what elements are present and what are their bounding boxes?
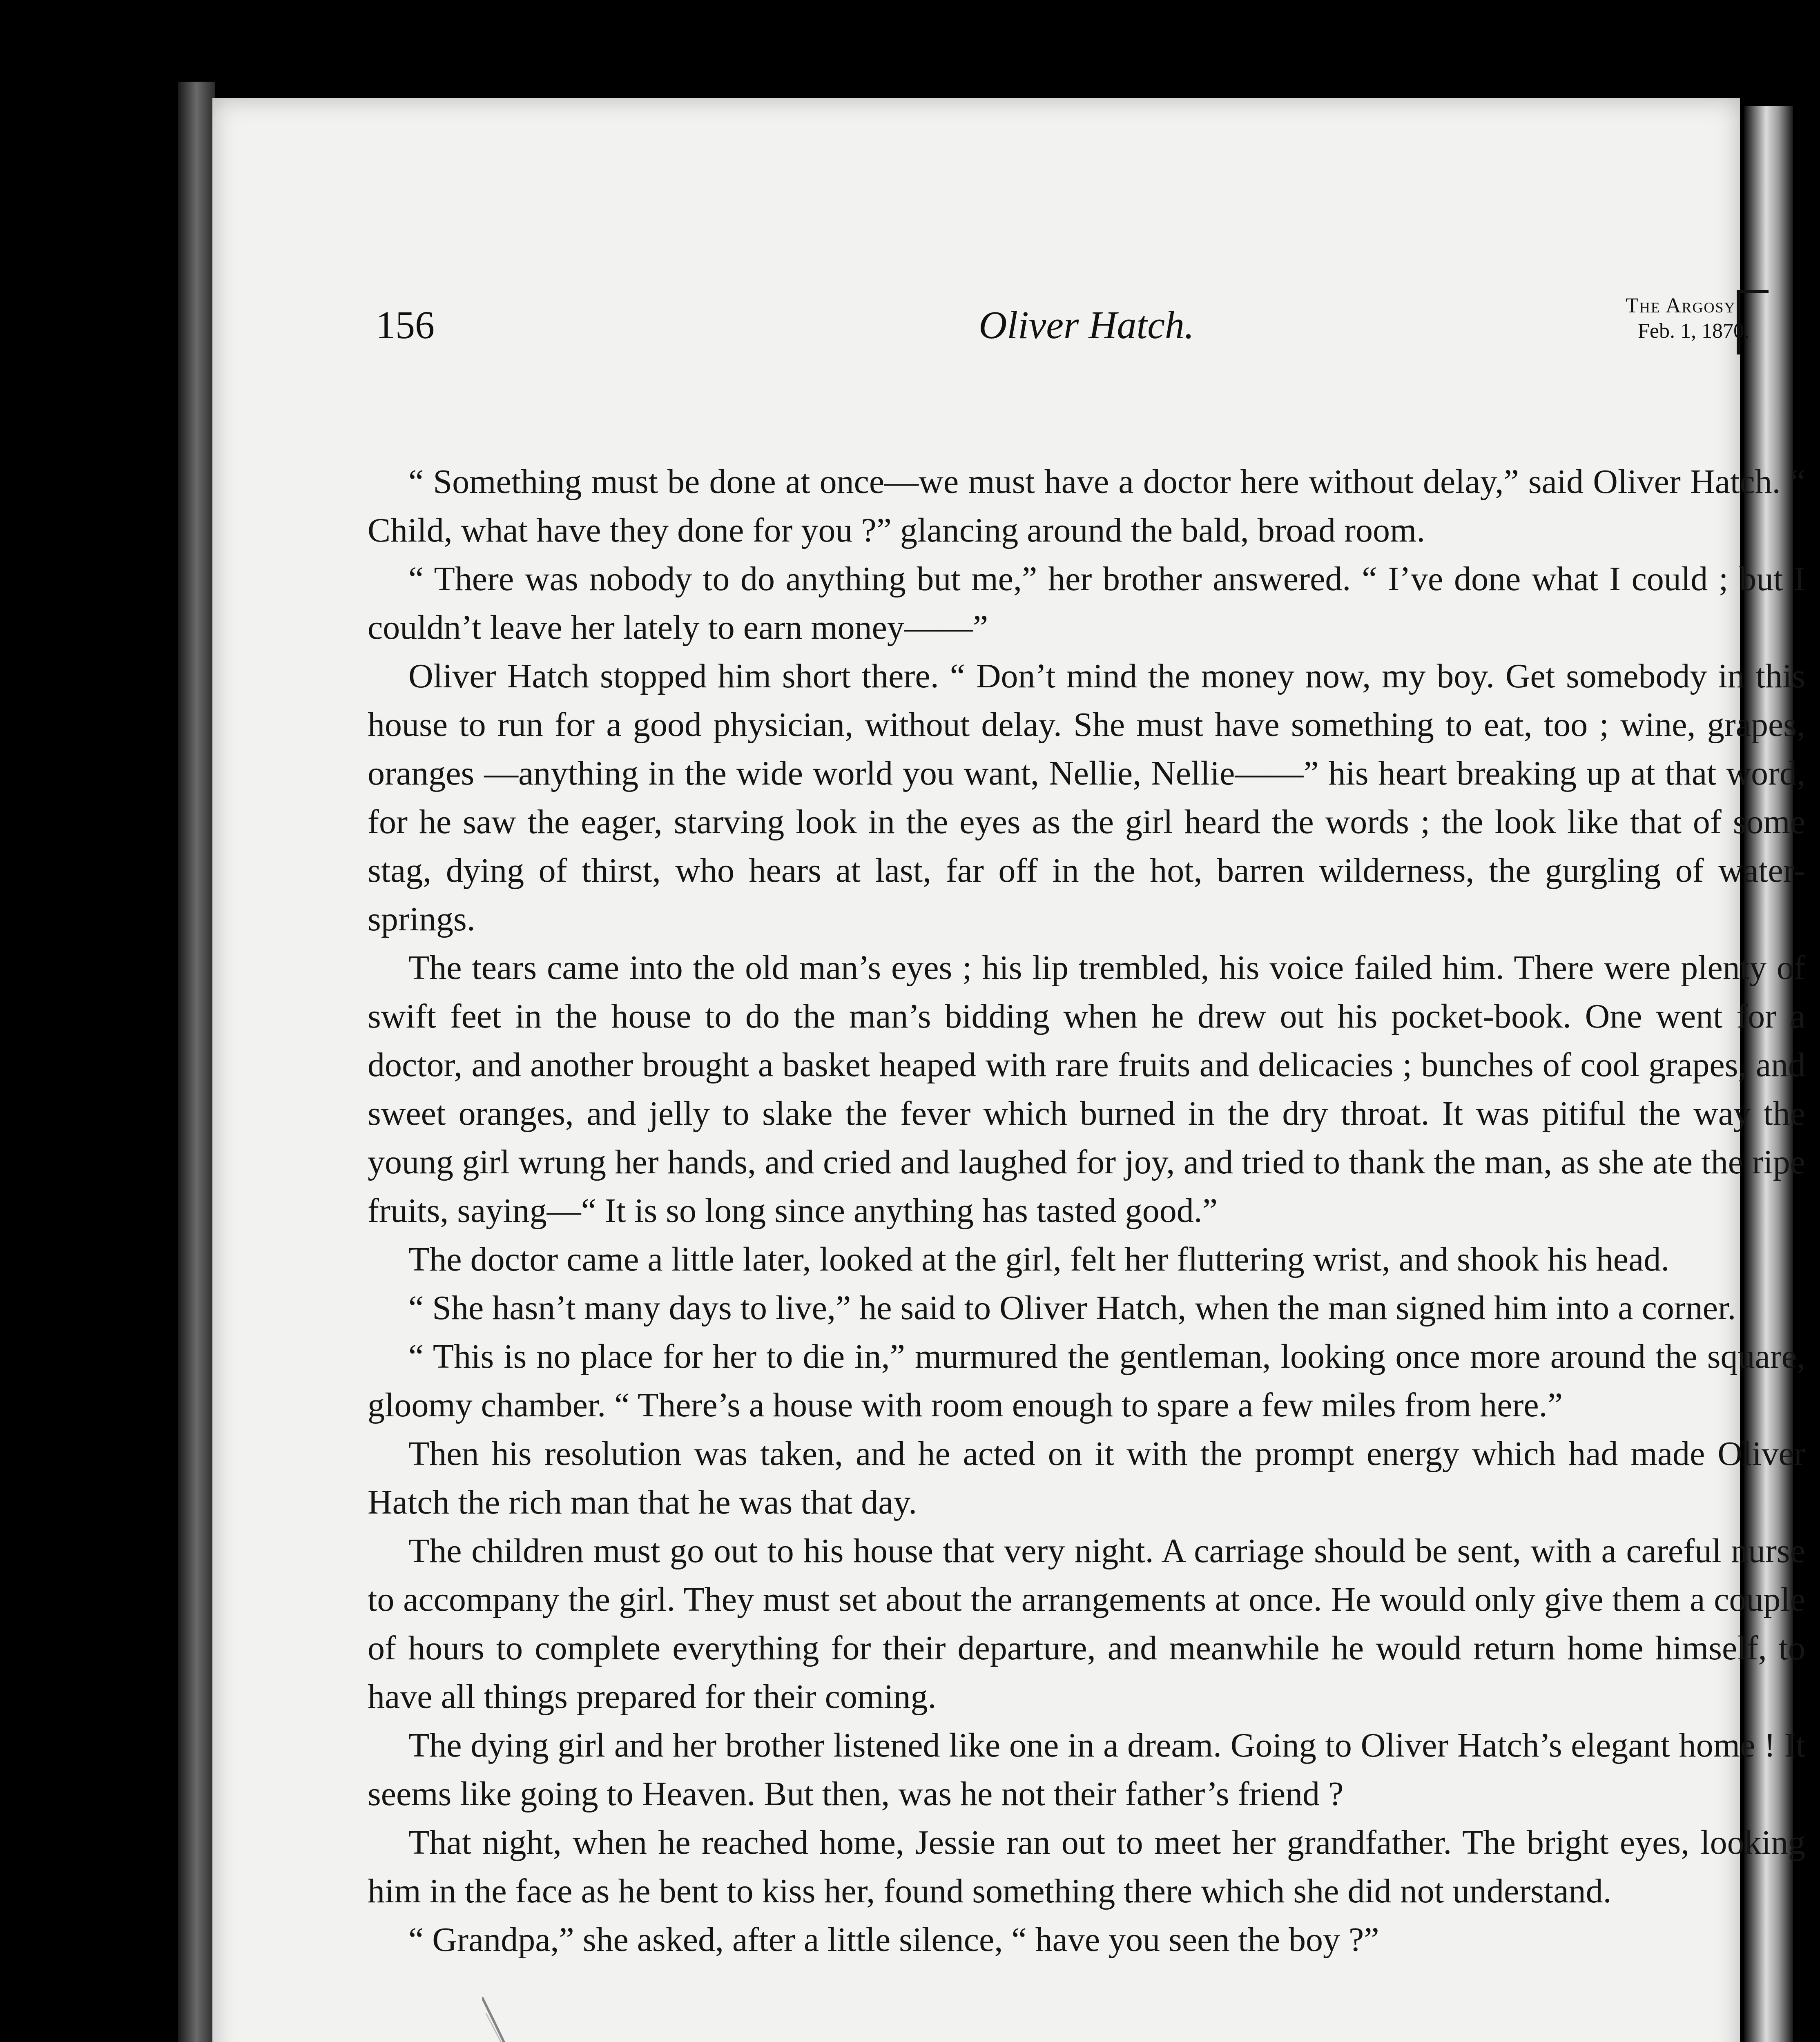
paragraph: “ Something must be done at once—we must have a doctor here without delay,” said Oliver Hatch. “ Child, what have they done for you ?” glancing around the bald, broad room. [368,463,1805,549]
paragraph: The doctor came a little later, looked at the girl, felt her fluttering wrist, and shook his head. [408,1240,1670,1278]
paragraph: “ This is no place for her to die in,” murmured the gentleman, looking once more around the square, gloomy chamber. “ There’s a house with room enough to spare a few miles from here.” [368,1338,1805,1424]
paragraph: The tears came into the old man’s eyes ; his lip trembled, his voice failed him. There were plenty of swift feet in the house to do the man’s bidding when he drew out his pocket-book. One went for a doctor, and another brought a basket heaped with rare fruits and delicacies ; bunches of cool grapes, and sweet oranges, and jelly to slake the fever which burned in the dry throat. It was pitiful the way the young girl wrung her hands, and cried and laughed for joy, and tried to thank the man, as she ate the ripe fruits, saying—“ It is so long since anything has tasted good.” [368,949,1805,1230]
book-spine-edge [178,82,215,2042]
paragraph: “ She hasn’t many days to live,” he said to Oliver Hatch, when the man signed him into a corner. [408,1289,1736,1327]
page-number: 156 [376,303,435,347]
paragraph: Oliver Hatch stopped him short there. “ Don’t mind the money now, my boy. Get somebody in this house to run for a good physician, without delay. She must have something to eat, too ; wine, grapes, oranges —anything in the wide world you want, Nellie, Nellie——” his heart breaking up at that word, for he saw the eager, starving look in the eyes as the girl heard the words ; the look like that of some stag, dying of thirst, who hears at last, far off in the hot, barren wilderness, the gurgling of water-springs. [368,657,1805,938]
page-header [376,290,1797,372]
running-title: Oliver Hatch. [979,303,1194,347]
journal-date: Feb. 1, 1870. [1638,319,1749,343]
journal-citation [1613,293,1797,344]
paragraph: “ There was nobody to do anything but me,” her brother answered. “ I’ve done what I could ; but I couldn’t leave her lately to earn money——” [368,560,1805,646]
body-text [368,457,1805,1964]
page-crease-line [482,1997,850,2042]
paragraph: The dying girl and her brother listened like one in a dream. Going to Oliver Hatch’s elegant home ! It seems like going to Heaven. But then, was he not their father’s friend ? [368,1726,1805,1813]
paragraph: Then his resolution was taken, and he acted on it with the prompt energy which had made Oliver Hatch the rich man that he was that day. [368,1435,1805,1521]
book-page [212,98,1805,2042]
paragraph: “ Grandpa,” she asked, after a little silence, “ have you seen the boy ?” [408,1921,1379,1959]
paragraph: That night, when he reached home, Jessie ran out to meet her grandfather. The bright eyes, looking him in the face as he bent to kiss her, found something there which she did not understand. [368,1824,1805,1910]
journal-name: The Argosy. [1626,294,1742,317]
paragraph: The children must go out to his house that very night. A carriage should be sent, with a careful nurse to accompany the girl. They must set about the arrangements at once. He would only give them a couple of hours to complete everything for their departure, and meanwhile he would return home himself, to have all things prepared for their coming. [368,1532,1805,1716]
